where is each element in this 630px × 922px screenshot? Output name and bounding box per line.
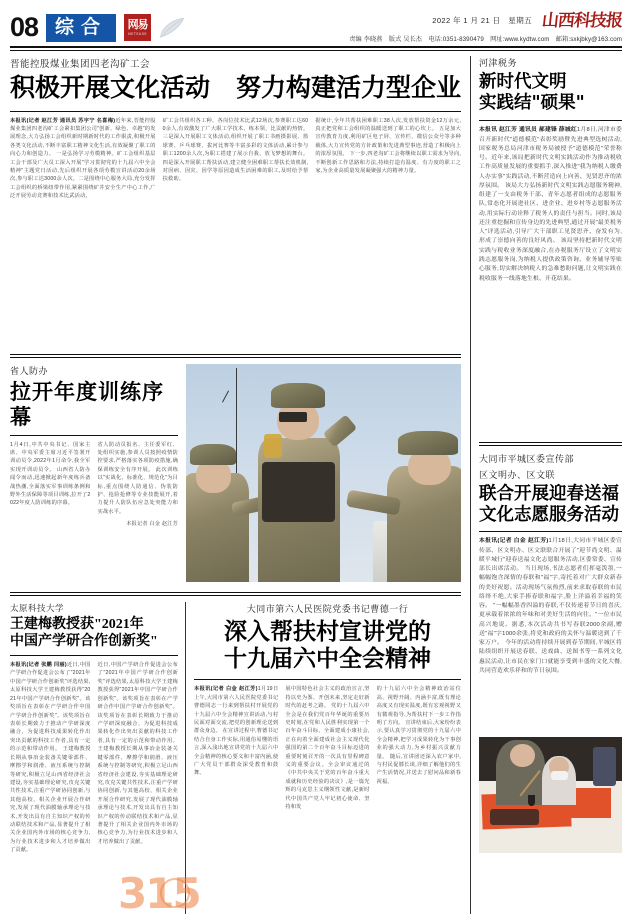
tax-headline-a: 新时代文明 bbox=[479, 72, 567, 92]
university-col-2: 近日,中国产学研合作促进会公布了"2021年中国产学研合作创新奖"评选结果,太原科技大学王建梅教授获得"2021年中国产学研合作创新奖"。该奖项旨在表彰在产学研合作中国产学研合作创新奖"。该奖项旨在表彰长期致力于推动产学研深度融合、为促进科技成果转化作出突出贡献的科技工作者,具有一定的示范和带动作用。 王建梅教授长期从事冶金装备关键零部件、摩擦学和润滑、液压系统与控制等研究,积极立足山西省经济社会建设,夯实基础理论研究,攻克关键共性技术,注重产学研协同创新,与其他高校、相关企业开展合作研究,发展了现代油膜轴承理论与技术,开发出具有自主知识产权的传动联结技术和产品,显著提升了相关企业国内外市场的核心竞争力,为行业技术进步和人才培养做出了贡献。 bbox=[97, 662, 178, 845]
main-column-zone bbox=[10, 56, 462, 918]
coal-union-headline-a: 积极开展文化活动 bbox=[10, 73, 211, 102]
culture-body bbox=[479, 537, 622, 733]
coal-union-col-1 bbox=[10, 117, 156, 201]
university-byline: 本报讯(记者 张鹏 闫丽) bbox=[10, 662, 67, 669]
tax-headline-b: 实践结"硕果" bbox=[479, 92, 585, 113]
tax-body bbox=[479, 126, 622, 284]
article-civil-defense bbox=[10, 364, 461, 586]
article-coal-union bbox=[10, 56, 461, 348]
hospital-headline-a: 深入帮扶村宣讲党的 bbox=[224, 619, 431, 644]
masthead-rule-thin bbox=[10, 50, 622, 51]
section-divider-2 bbox=[10, 592, 461, 596]
masthead bbox=[0, 0, 630, 52]
culture-headline-b: 文化志愿服务活动 bbox=[479, 504, 619, 525]
masthead-left bbox=[10, 14, 185, 42]
coal-union-col-2: 矿工会共组织各工种、各岗位技术比武12场次,参赛职工达600余人,有效激发了广大职工学技术、练本领、比贡献的热情。三是深入开展职工文体活动,组织开展了职工书画摄影展、篮球赛、乒乓球赛、拔河比赛等丰富多彩的文体活动,累计参与职工1200余人次,为职工搭建了展示自我、放飞梦想的舞台。 四是深入开展职工帮扶活动,建立健全困难职工帮扶长效机制,对因病、因灾、因学等原因造成生活困难的职工,及时给予帮扶救助。 bbox=[162, 117, 309, 183]
coal-union-headline-b: 努力构建活力型企业 bbox=[236, 73, 462, 102]
watermark-ring-icon bbox=[160, 878, 190, 908]
university-text-1: 近日,中国产学研合作促进会公布了"2021年中国产学研合作创新奖"评选结果,太原科技大学王建梅教授获得"2021年中国产学研合作创新奖"。该奖项旨在表彰在产学研合作中国产学研合作创新奖"。该奖项旨在表彰长期致力于推动产学研深度融合、为促进科技成果转化作出突出贡献的科技工作者,具有一定的示范和带动作用。 王建梅教授长期从事冶金装备关键零部件、摩擦学和润滑、液压系统与控制等研究,积极立足山西省经济社会建设,夯实基础理论研究,攻克关键共性技术,注重产学研协同创新,与其他高校、相关企业开展合作研究,发展了现代油膜轴承理论与技术,开发出具有自主知识产权的传动联结技术和产品,显著提升了相关企业国内外市场的核心竞争力,为行业技术进步和人才培养做出了贡献。 bbox=[10, 662, 91, 854]
section-divider-1 bbox=[10, 354, 461, 358]
culture-headline-a: 联合开展迎春送福 bbox=[479, 484, 619, 504]
culture-divider bbox=[479, 531, 622, 532]
culture-byline: 本报讯(记者 白金 赵江芳) bbox=[479, 538, 549, 545]
masthead-contact-line: 责编 李晓燕 版式 吴长杰 电话:0351-8390479 网址:www.kydtw.com 邮箱:sxkjbky@163.com bbox=[349, 36, 622, 43]
hospital-headline-b: 十九届六中全会精神 bbox=[224, 646, 431, 672]
coal-union-byline: 本报讯(记者 赵江芳 通讯员 苏宇宁 名喜梅) bbox=[10, 117, 116, 124]
watermark-315: 315 bbox=[118, 869, 200, 918]
feather-quill-icon bbox=[159, 17, 185, 39]
coal-union-kicker: 晋能控股煤业集团四老沟矿工会 bbox=[10, 59, 151, 70]
hospital-col-3: 的十九届六中全会精神政治站位高、视野开阔、内涵丰富,既有理论高度又有现实温度,既有宏观视野又有微观指导,为帮扶村下一步工作指明了方向。 宣讲结束后,大家纷纷表示,要认真学习贯彻党的十九届六中全会精神,把学习成果转化为干事创业的强大动力,为乡村振兴贡献力量。 随后,宣讲团还深入农户家中,与村民促膝长谈,详细了解他们的生产生活情况,并送去了慰问品和新春祝福。 bbox=[376, 686, 461, 785]
university-headline-a: 王建梅教授获"2021年 bbox=[10, 617, 144, 632]
civil-defense-col-1: 1月4日,中共中央书记、国家主席、中央军委主席习近平签署开训动员令,2022年1月命令,我全军实现开训动员令。 山西省人防办闻令而动,迅速掀起新年度练兵备战热潮,全面落实军事训练条例和野外生活保障等项目训练,拉开了2022年度人防训练的序幕。 bbox=[10, 441, 91, 507]
page-number: 08 bbox=[10, 12, 39, 43]
hospital-byline: 本报讯(记者 白金 赵江芳) bbox=[194, 686, 258, 693]
civil-defense-headline: 拉开年度训练序幕 bbox=[10, 380, 164, 429]
tax-divider bbox=[479, 120, 622, 121]
university-headline-b: 中国产学研合作创新奖" bbox=[10, 633, 158, 649]
civil-defense-kicker: 省人防办 bbox=[10, 366, 49, 376]
hospital-col-2: 展中国特色社会主义的政治宣言,坚持以史为鉴、开创未来,坚定走好新时代的赶考之路。 党的十九届六中全会是在我们党百年华诞的重要历史时刻,在党和人民胜利实现第一个百年奋斗目标、全面建成小康社会,正在向着全面建成社会主义现代化强国的第二个百年奋斗目标迈进的重要时刻召开的一次具有里程碑意义的重要会议。全会审议通过的《中共中央关于党的百年奋斗重大成就和历史经验的决议》,是一篇光辉的马克思主义纲领性文献,是新时代中国共产党人牢记初心使命、坚持和发 bbox=[285, 686, 370, 811]
civil-defense-divider bbox=[10, 435, 178, 436]
side-column-zone bbox=[470, 56, 622, 914]
hospital-divider bbox=[194, 679, 461, 680]
masthead-rule-thick bbox=[10, 46, 622, 48]
netease-logo-subtext: NETEASE bbox=[128, 32, 147, 37]
university-col-1 bbox=[10, 661, 91, 855]
tax-byline: 本报讯 赵江芳 通讯员 郝建锋 薛城红 bbox=[479, 127, 578, 134]
calligraphy-spring-festival-photo bbox=[479, 737, 622, 853]
tax-text: 1月8日,河津市委召开新时代"道德模范"表彰奖励暨先进典型选树活动,国家税务总局河津市税务局被授予"道德模范"荣誉称号。近年来,该局把新时代文明实践活动作为推动税收工作高质量发展的重要抓手,深入推进"我为纳税人缴费人办实事"实践活动,不断营造向上向善、见贤思齐的浓厚氛围。 该局大力弘扬新时代文明实践志愿服务精神,组建了一支由税务干部、青年志愿者组成的志愿服务队,常态化开展进社区、进企业、进乡村等志愿服务活动,用实际行动诠释了税务人的责任与担当。同时,该局还注重挖掘和宣传身边的先进典型,通过开展"最美税务人"评选活动,引导广大干部职工见贤思齐、奋发有为,形成了崇德向善的良好风尚。 该局坚持把新时代文明实践与税收业务深度融合,在办税服务厅设立了文明实践志愿服务岗,为纳税人提供政策咨询、业务辅导等贴心服务,切实解决纳税人的急难愁盼问题,让文明实践在税收服务一线落地生根、开花结果。 bbox=[479, 127, 622, 282]
coal-union-col-3: 据统计,全年共帮扶困难职工38人次,发放帮扶资金12万余元,真正把党和工会组织的温暖送到了职工的心坎上。 五是加大宣传教育力度,利用矿区电子屏、宣传栏、微信公众号等多种载体,大力宣传党的方针政策和先进典型事迹,营造了积极向上的浓厚氛围。 下一步,四老沟矿工会将继续以职工需求为导向,不断创新工作思路和方法,持续打造有温度、有力度的职工之家,为企业高质量发展凝聚强大的精神力量。 bbox=[315, 117, 462, 175]
coal-union-text-1: 近年来,晋能控股煤业集团四老沟矿工会紧扣集团公司"创新、绿色、卓越"的发展理念,大力弘扬工会组织新时期新时代的工作职责,积极开展各类文化活动,不断丰富职工精神文化生活,有效凝聚了职工的向心力和创造力。 一是弘扬学习劳模精神。矿工会组织基层工会干部及广大员工深入开展"学习贯彻党的十九届六中全会精神"主题党日活动,先后组织开展各项劳模宣讲活动20余场次,参与职工达3000余人次。二是围绕中心服务大局,充分发挥工会组织的桥梁纽带作用,紧紧围绕矿井安全生产中心工作,广泛开展劳动竞赛和技术比武活动。 bbox=[10, 117, 156, 200]
civil-defense-col-2: 省人防动员报名、主任委军红、处组织实施,参训人员按照疫情防控要求,严格落实各项防疫措施,确保训练安全有序开展。 此次训练以"实战化、标准化、规范化"为目标,重点围绕人防通信、伪装防护、抢险抢修等专业技能展开,着力提升人防队伍应急处突能力和实战水平。 bbox=[97, 441, 178, 515]
article-university bbox=[10, 602, 186, 914]
paper-name: 山西科技报 bbox=[541, 11, 623, 30]
article-tax bbox=[479, 56, 622, 436]
section-badge: 综合 bbox=[46, 14, 116, 42]
coal-union-divider bbox=[10, 111, 461, 112]
tax-kicker: 河津税务 bbox=[479, 58, 518, 68]
section-divider-3 bbox=[479, 442, 622, 446]
culture-kicker-a: 大同市平城区委宣传部 bbox=[479, 454, 575, 464]
hospital-text-1: 1月19日上午,大同市第六人民医院党委书记曹德同志一行来到帮扶村开展党的十九届六中全会精神宣讲活动,与村民面对面交流,把党的创新理论送到群众身边。 在宣讲过程中,曹德书记结合自身工作实际,用通俗易懂的语言,深入浅出地宣讲党的十九届六中全会精神的核心要义和丰富内涵,使广大党员干部群众深受教育和鼓舞。 bbox=[194, 686, 279, 777]
military-training-photo bbox=[186, 364, 461, 582]
hospital-kicker: 大同市第六人民医院党委书记曹德一行 bbox=[246, 604, 409, 614]
page-body bbox=[10, 56, 622, 918]
publication-date: 2022 年 1 月 21 日 星期五 bbox=[432, 16, 532, 25]
culture-kicker-b: 区文明办、区文联 bbox=[479, 470, 556, 480]
civil-defense-footer: 本报记者 白金 赵江芳 bbox=[126, 521, 178, 528]
culture-text: 1月18日,大同市平城区委宣传部、区文明办、区文联联合开展了"迎节尚文明、温暖平城行"迎春送福文化志愿服务活动,区委常委、宣传部长出席活动。 当日现场,书法志愿者们挥毫泼墨,一幅幅饱含深情的春联和"福"字,寄托着对广大群众新春的美好祝愿。活动现场气氛热烈,前来求取春联的市民络绎不绝,大家手捧春联和福字,脸上洋溢着幸福的笑容。 "一幅幅墨香四溢的春联,不仅传递着节日的喜庆,更承载着浓浓的年味和对美好生活的向往。"一位市民高兴地说。据悉,本次活动共书写春联2000余副,赠送"福"字1000余张,将党和政府的关怀与温暖送到了千家万户。 今年的活动将持续开展到春节期间,平城区将陆续组织开展送春联、送戏曲、送图书等一系列文化惠民活动,让市民在家门口就能享受到丰盛的文化大餐,共同营造欢乐祥和的节日氛围。 bbox=[479, 538, 622, 674]
university-divider bbox=[10, 655, 178, 656]
article-culture bbox=[479, 452, 622, 853]
netease-logo-text: 网易 bbox=[127, 18, 148, 32]
masthead-right bbox=[349, 12, 622, 43]
netease-logo bbox=[124, 14, 151, 41]
hospital-col-1 bbox=[194, 685, 278, 778]
lower-main-zone bbox=[10, 602, 461, 918]
university-kicker: 太原科技大学 bbox=[10, 603, 65, 613]
